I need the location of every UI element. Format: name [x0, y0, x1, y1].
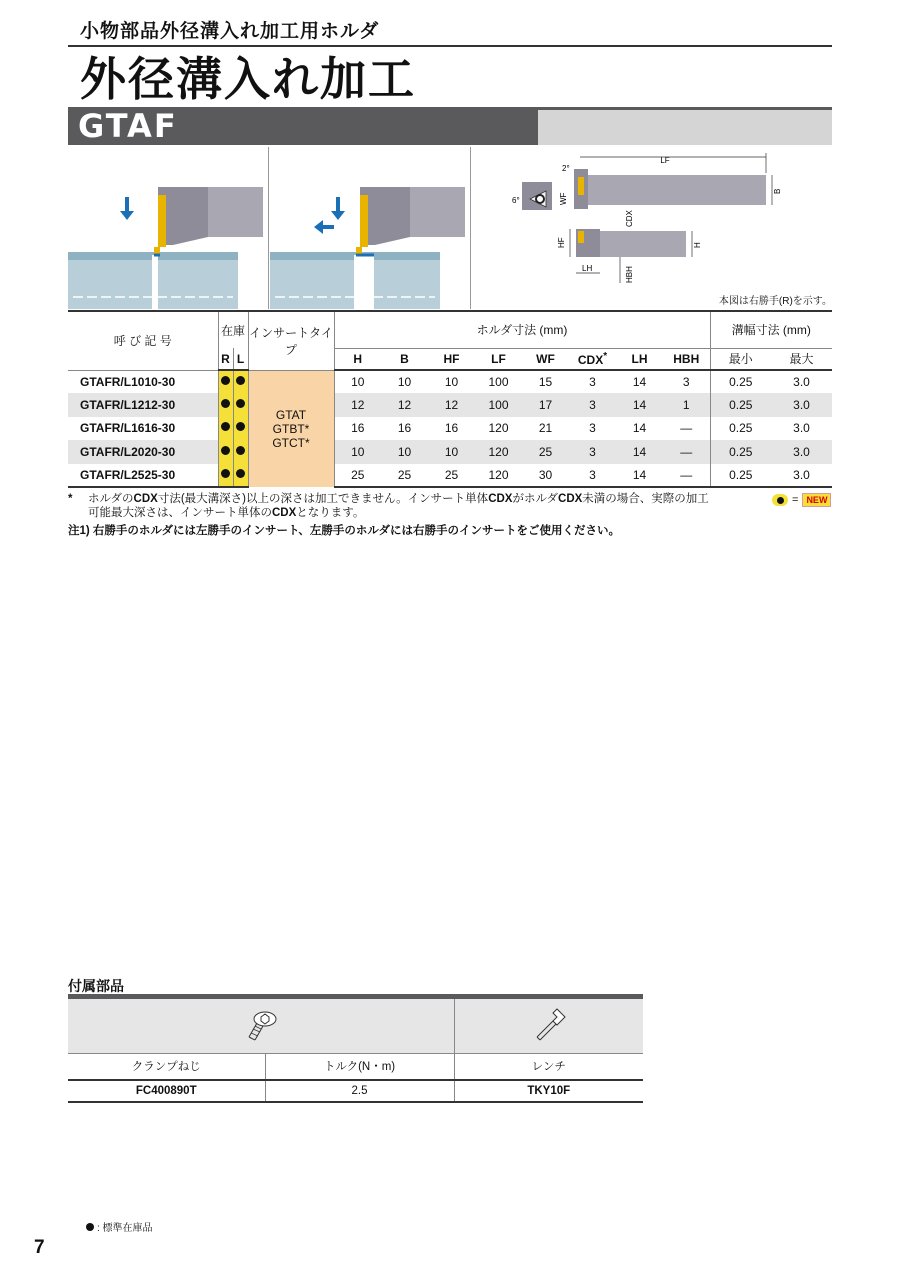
clamp-screw-header: クランプねじ: [68, 1054, 265, 1080]
new-dot-icon: [772, 494, 788, 506]
col-wf: WF: [522, 348, 569, 370]
dim-label-b: B: [773, 188, 782, 194]
clamp-screw-value: FC400890T: [68, 1080, 265, 1102]
insert-header: インサートタイプ: [248, 311, 334, 370]
dim-label-lh: LH: [582, 264, 593, 273]
model-cell: GTAFR/L1010-30: [80, 374, 176, 389]
illustration-lateral-feed: [270, 147, 470, 309]
dim-label-hbh: HBH: [625, 266, 634, 283]
table-row: GTAFR/L2525-30 25 25 25 120 30 3 14 — 0.25 3.0: [68, 464, 832, 487]
col-min: 最小: [710, 348, 771, 370]
model-cell: GTAFR/L1616-30: [80, 421, 176, 436]
page-number: 7: [34, 1237, 45, 1258]
stock-r-cell: [218, 440, 233, 463]
stock-l-cell: [233, 393, 248, 416]
stock-header: 在庫: [218, 311, 248, 348]
stock-r-cell: [218, 464, 233, 487]
stock-l-cell: [233, 464, 248, 487]
dimension-drawing: [500, 147, 800, 309]
spec-table-body: [68, 370, 832, 487]
illustration-separator: [268, 147, 269, 309]
groove-dim-header: 溝幅寸法 (mm): [710, 311, 832, 348]
col-max: 最大: [771, 348, 832, 370]
spec-table: [68, 310, 832, 488]
illustration-vertical-feed: [68, 147, 268, 309]
page-subtitle: 小物部品外径溝入れ加工用ホルダ: [80, 21, 380, 42]
stock-r-cell: [218, 370, 233, 393]
torque-value: 2.5: [265, 1080, 454, 1102]
stock-l-header: L: [233, 348, 248, 370]
dim-label-lf: LF: [660, 156, 670, 165]
accessories-title: 付属部品: [68, 978, 124, 994]
top-rule: [68, 45, 832, 47]
dim-label-cdx: CDX: [625, 210, 634, 227]
clamp-screw-image-cell: [68, 997, 454, 1054]
new-legend: = NEW: [772, 493, 831, 507]
col-hbh: HBH: [663, 348, 710, 370]
insert-type-cell: GTAT GTBT* GTCT*: [248, 370, 334, 487]
stock-l-cell: [233, 370, 248, 393]
model-header: 呼 び 記 号: [68, 311, 218, 370]
standard-stock-note: : 標準在庫品: [86, 1219, 153, 1234]
new-badge: NEW: [802, 493, 831, 507]
stock-r-header: R: [218, 348, 233, 370]
model-cell: GTAFR/L2525-30: [68, 464, 218, 487]
col-cdx: CDX*: [569, 348, 616, 370]
dim-label-angle2: 2°: [562, 164, 570, 173]
dim-label-angle6: 6°: [512, 196, 520, 205]
stock-l-cell: [233, 440, 248, 463]
dim-label-wf: WF: [559, 192, 568, 205]
table-row: GTAFR/L2020-30 10 10 10 120 25 3 14 — 0.25 3.0: [68, 440, 832, 463]
table-row: GTAFR/L1616-30 16 16 16 120 21 3 14 — 0.25 3.0: [68, 417, 832, 440]
col-b: B: [381, 348, 428, 370]
wrench-value: TKY10F: [454, 1080, 643, 1102]
col-lf: LF: [475, 348, 522, 370]
title-band-light: [538, 110, 832, 145]
note-1: 注1) 右勝手のホルダには左勝手のインサート、左勝手のホルダには右勝手のインサートをご使用ください。: [68, 525, 620, 537]
torque-header: トルク(N・m): [265, 1054, 454, 1080]
illustration-separator: [470, 147, 471, 309]
stock-r-cell: [218, 417, 233, 440]
stock-l-cell: [233, 417, 248, 440]
wrench-icon: [531, 1005, 567, 1045]
accessories-table: [68, 994, 643, 1103]
table-row: GTAFR/L1212-30 12 12 12 100 17 3 14 1 0.25 3.0: [68, 393, 832, 416]
dim-label-hf: HF: [557, 237, 566, 248]
col-hf: HF: [428, 348, 475, 370]
stock-dot-icon: [86, 1223, 94, 1231]
col-lh: LH: [616, 348, 663, 370]
page-title: 外径溝入れ加工: [80, 53, 416, 105]
cdx-footnote: * ホルダのCDX寸法(最大溝深さ)以上の深さは加工できません。インサート単体CDXがホルダCDX未満の場合、実際の加工 可能最大深さは、インサート単体のCDXとなります。: [68, 493, 709, 519]
model-cell: GTAFR/L2020-30: [68, 440, 218, 463]
holder-dim-header: ホルダ寸法 (mm): [334, 311, 710, 348]
col-h: H: [334, 348, 381, 370]
dim-label-h: H: [693, 242, 702, 248]
wrench-image-cell: [454, 997, 643, 1054]
product-code: GTAF: [78, 107, 178, 145]
stock-r-cell: [218, 393, 233, 416]
model-cell: GTAFR/L1212-30: [68, 393, 218, 416]
wrench-header: レンチ: [454, 1054, 643, 1080]
clamp-screw-icon: [243, 1007, 279, 1043]
diagram-note: 本図は右勝手(R)を示す。: [718, 296, 832, 307]
table-row: GTAFR/L1010-30 GTAT GTBT* GTCT* 10 10 10 100 15 3 14 3 0.25 3.0: [68, 370, 832, 393]
